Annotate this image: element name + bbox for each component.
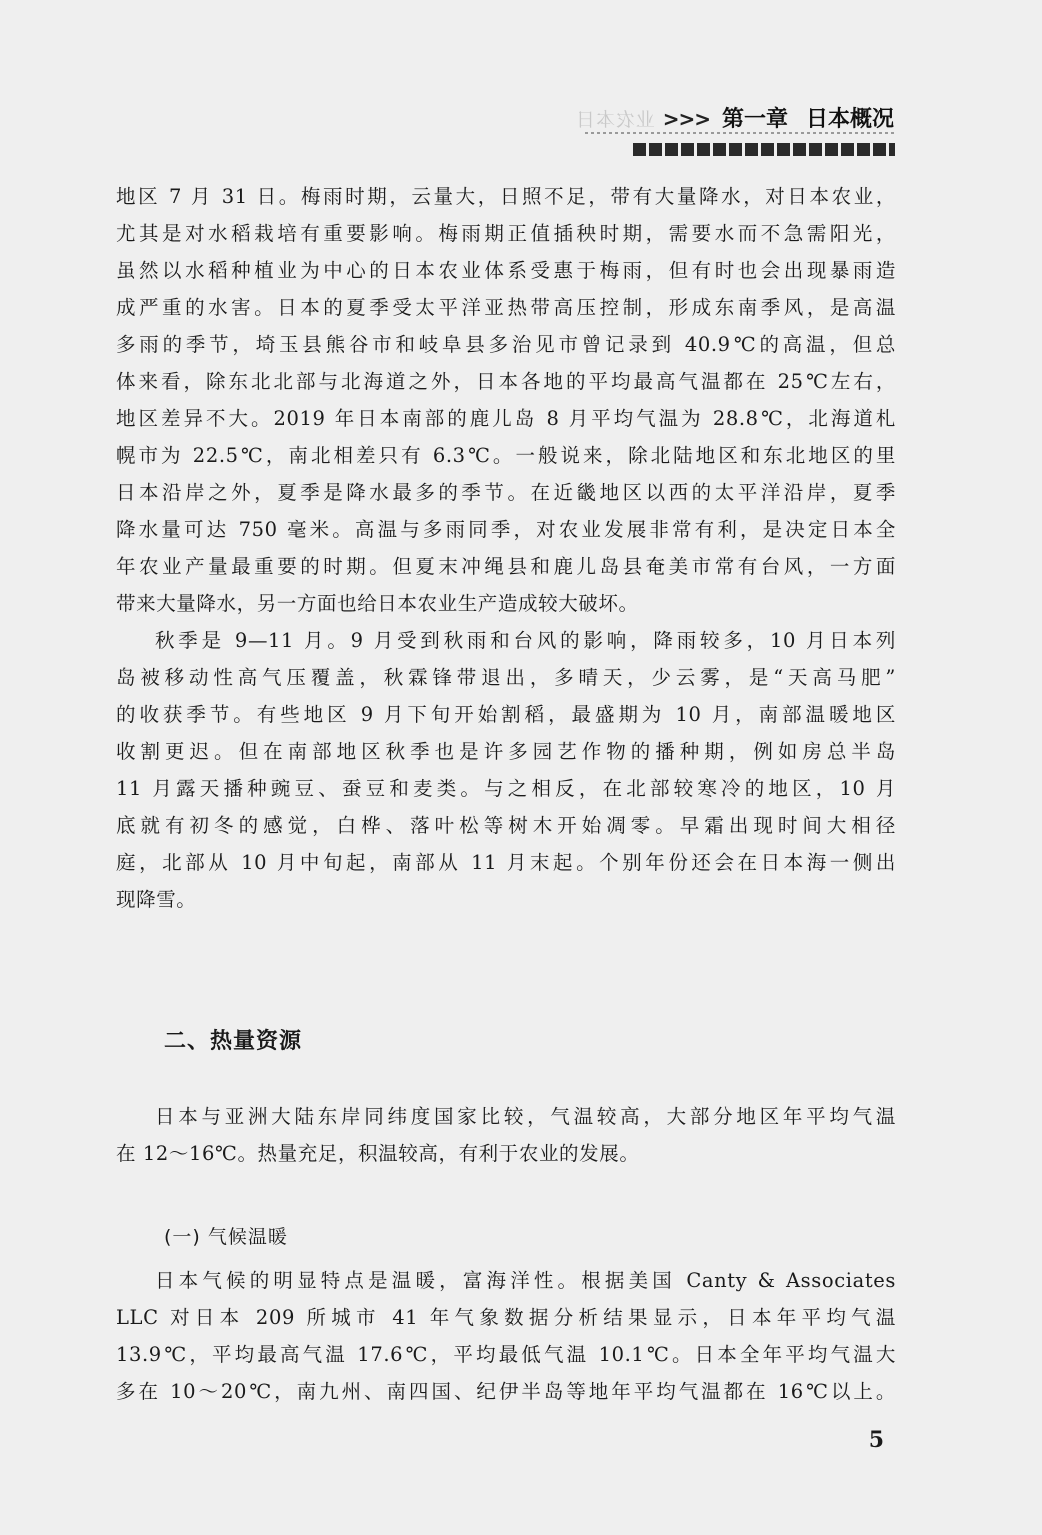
text-line: 幌市为 22.5℃，南北相差只有 6.3℃。一般说来，除北陆地区和东北地区的里 xyxy=(116,444,896,467)
text-line: 日本气候的明显特点是温暖，富海洋性。根据美国 Canty & Associates xyxy=(155,1269,896,1292)
text-line: 现降雪。 xyxy=(116,888,197,911)
text-line: 日本与亚洲大陆东岸同纬度国家比较，气温较高，大部分地区年平均气温 xyxy=(155,1105,896,1128)
text-line: 庭，北部从 10 月中旬起，南部从 11 月末起。个别年份还会在日本海一侧出 xyxy=(116,851,896,874)
text-line: LLC 对日本 209 所城市 41 年气象数据分析结果显示，日本年平均气温 xyxy=(116,1306,896,1329)
body-text-warm-climate xyxy=(116,1262,896,1410)
text-line: 地区差异不大。2019 年日本南部的鹿儿岛 8 月平均气温为 28.8℃，北海道札 xyxy=(116,407,896,430)
text-line: 底就有初冬的感觉，白桦、落叶松等树木开始凋零。早霜出现时间大相径 xyxy=(116,814,896,837)
text-line: 多在 10～20℃，南九州、南四国、纪伊半岛等地年平均气温都在 16℃以上。 xyxy=(116,1380,896,1403)
text-line: 成严重的水害。日本的夏季受太平洋亚热带高压控制，形成东南季风，是高温 xyxy=(116,296,896,319)
chapter-title: 日本概况 xyxy=(805,107,894,132)
paragraph-summer xyxy=(116,178,896,622)
text-line: 年农业产量最重要的时期。但夏末冲绳县和鹿儿岛县奄美市常有台风，一方面 xyxy=(116,555,896,578)
chapter-label: 第一章 xyxy=(721,107,788,132)
text-line: 秋季是 9—11 月。9 月受到秋雨和台风的影响，降雨较多，10 月日本列 xyxy=(155,629,896,652)
text-line: 体来看，除东北北部与北海道之外，日本各地的平均最高气温都在 25℃左右， xyxy=(116,370,896,393)
text-line: 带来大量降水，另一方面也给日本农业生产造成较大破坏。 xyxy=(116,592,639,615)
paragraph-autumn xyxy=(116,622,896,918)
text-line: 地区 7 月 31 日。梅雨时期，云量大，日照不足，带有大量降水，对日本农业， xyxy=(116,185,896,208)
header-arrows: >>> xyxy=(662,107,710,131)
paragraph-heat-intro xyxy=(116,1098,896,1172)
subsection-heading: (一) 气候温暖 xyxy=(164,1226,288,1248)
running-header xyxy=(575,102,894,133)
paragraph-warm-climate xyxy=(116,1262,896,1410)
text-line: 尤其是对水稻栽培有重要影响。梅雨期正值插秧时期，需要水而不急需阳光， xyxy=(116,222,896,245)
text-line: 的收获季节。有些地区 9 月下旬开始割稻，最盛期为 10 月，南部温暖地区 xyxy=(116,703,896,726)
text-line: 岛被移动性高气压覆盖，秋霖锋带退出，多晴天，少云雾，是“天高马肥” xyxy=(116,666,896,689)
text-line: 11 月露天播种豌豆、蚕豆和麦类。与之相反，在北部较寒冷的地区，10 月 xyxy=(116,777,896,800)
section-heading: 二、热量资源 xyxy=(164,1029,303,1054)
text-line: 收割更迟。但在南部地区秋季也是许多园艺作物的播种期，例如房总半岛 xyxy=(116,740,896,763)
page-number: 5 xyxy=(868,1427,884,1453)
text-line: 13.9℃，平均最高气温 17.6℃，平均最低气温 10.1℃。日本全年平均气温大 xyxy=(116,1343,896,1366)
header-decorative-bar xyxy=(633,143,895,156)
text-line: 虽然以水稻种植业为中心的日本农业体系受惠于梅雨，但有时也会出现暴雨造 xyxy=(116,259,896,282)
header-dotted-rule xyxy=(585,132,895,134)
body-text-heat-resources xyxy=(116,1098,896,1172)
text-line: 日本沿岸之外，夏季是降水最多的季节。在近畿地区以西的太平洋沿岸，夏季 xyxy=(116,481,896,504)
text-line: 多雨的季节，埼玉县熊谷市和岐阜县多治见市曾记录到 40.9℃的高温，但总 xyxy=(116,333,896,356)
text-line: 在 12～16℃。热量充足，积温较高，有利于农业的发展。 xyxy=(116,1142,640,1165)
text-line: 降水量可达 750 毫米。高温与多雨同季，对农业发展非常有利，是决定日本全 xyxy=(116,518,896,541)
bleed-through-text: 业农本日 xyxy=(574,109,655,131)
body-text-summer-autumn xyxy=(116,178,896,918)
